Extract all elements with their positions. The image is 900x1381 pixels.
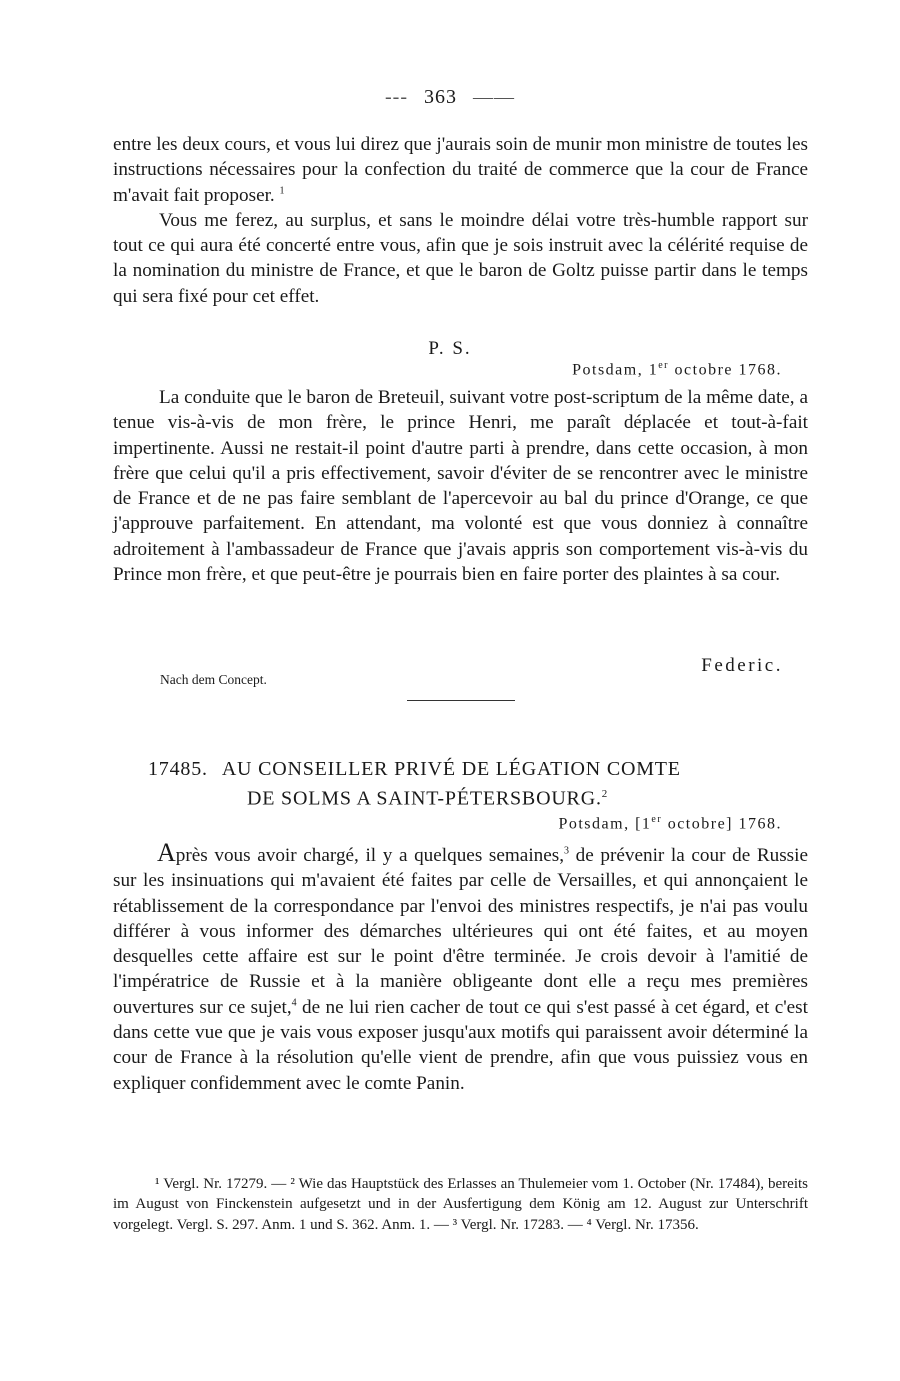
page-number: 363 [423,86,457,108]
initial-letter: A [157,838,176,867]
footnote-ref: 2 [601,788,609,800]
letter-continuation [113,132,808,309]
postscript-body [113,385,808,587]
footnote-text: ¹ Vergl. Nr. 17279. — ² Wie das Hauptstück des Erlasses an Thulemeier vom 1. October (Nr. 17484), bereits im August von Finckenstein aufgesetzt und in der Ausfertigung dem König am 12. August zur Unterschrift vorgelegt. Vergl. S. 297. Anm. 1 und S. 362. Anm. 1. — ³ Vergl. Nr. 17283. — ⁴ Vergl. Nr. 17356. [113,1176,808,1233]
paragraph [113,840,808,1096]
document-heading [148,757,788,812]
dateline-day: [1 [635,815,652,833]
postscript-dateline [572,360,782,379]
paragraph: Vous me ferez, au surplus, et sans le moindre délai votre très-humble rapport sur tout ce qui aura été concerté entre vous, afin que je sois instruit avec la célérité requise de la nomination du ministre de France, et que le baron de Goltz puisse partir dans le temps qui sera fixé pour cet effet. [113,209,808,307]
paragraph: La conduite que le baron de Breteuil, suivant votre post-scriptum de la même date, a tenue vis-à-vis de mon frère, le prince Henri, me paraît déplacée et tout-à-fait impertinente. Aussi ne restait-il point d'autre parti à prendre, dans cette occasion, à mon frère que celui qu'il a pris effectivement, savoir d'éviter de se rencontrer avec le ministre de France et de ne pas faire semblant de l'apercevoir au bal du prince d'Orange, ce que j'approuve parfaitement. En attendant, ma volonté est que vous donniez à connaître adroitement à l'ambassadeur de France que j'avais appris son comportement vis-à-vis du Prince mon frère, et que peut-être je pourrais bien en faire porter des plaintes à sa cour. [113,387,808,586]
dateline-day: 1 [648,361,659,379]
dateline-place: Potsdam, [558,815,630,833]
signature: Federic. [701,655,783,676]
dateline-place: Potsdam, [572,361,644,379]
paragraph-text: près vous avoir chargé, il y a quelques semaines, [175,845,565,866]
document-number: 17485. [148,758,208,780]
header-dash-right: —— [472,86,515,108]
letter-dateline [558,814,782,833]
heading-line-2: DE SOLMS A SAINT-PÉTERSBOURG. [247,787,602,810]
paragraph-text: de prévenir la cour de Russie sur les insinuations qui m'avaient été faites par celle de Versailles, et qui annonçaient le rétablissement de la correspondance par l'envoi des ministres respectifs, je n'ai pas voulu différer à vous informer des démarches ultérieures qui ont été faites, et au moyen desquelles cette affaire est sur le point d'être terminée. Je crois devoir à l'amitié de l'impératrice de Russie et à la manière obligeante dont elle a reçu mes premières ouvertures sur ce sujet, [113,845,809,1018]
dateline-sup: er [658,360,670,371]
source-note: Nach dem Concept. [160,672,267,687]
page-header [0,86,900,109]
dateline-date: octobre 1768. [674,361,782,379]
paragraph-text: de ne lui rien cacher de tout ce qui s'est passé à cet égard, et c'est dans cette vue que je vais vous exposer jusqu'aux motifs qui paraissent avoir déterminé la cour de France à la résolution qu'elle vient de prendre, afin que vous puissiez vous en expliquer confidemment avec le comte Panin. [113,996,808,1094]
letter-body [113,840,808,1096]
footnote-ref: 4 [291,997,297,1009]
dateline-sup: er [651,814,663,825]
header-dash-left: --- [385,86,408,108]
footnote-ref: 1 [279,185,285,197]
heading-line-1: AU CONSEILLER PRIVÉ DE LÉGATION COMTE [221,758,681,780]
section-divider [407,700,515,701]
dateline-date: octobre] 1768. [667,815,782,833]
footnotes [113,1174,808,1235]
paragraph [113,132,808,208]
footnote-ref: 3 [564,845,570,857]
postscript-title: P. S. [428,338,472,359]
paragraph-text: entre les deux cours, et vous lui direz que j'aurais soin de munir mon ministre de toutes les instructions nécessaires pour la confection du traité de commerce que la cour de France m'avait fait proposer. [113,134,808,206]
